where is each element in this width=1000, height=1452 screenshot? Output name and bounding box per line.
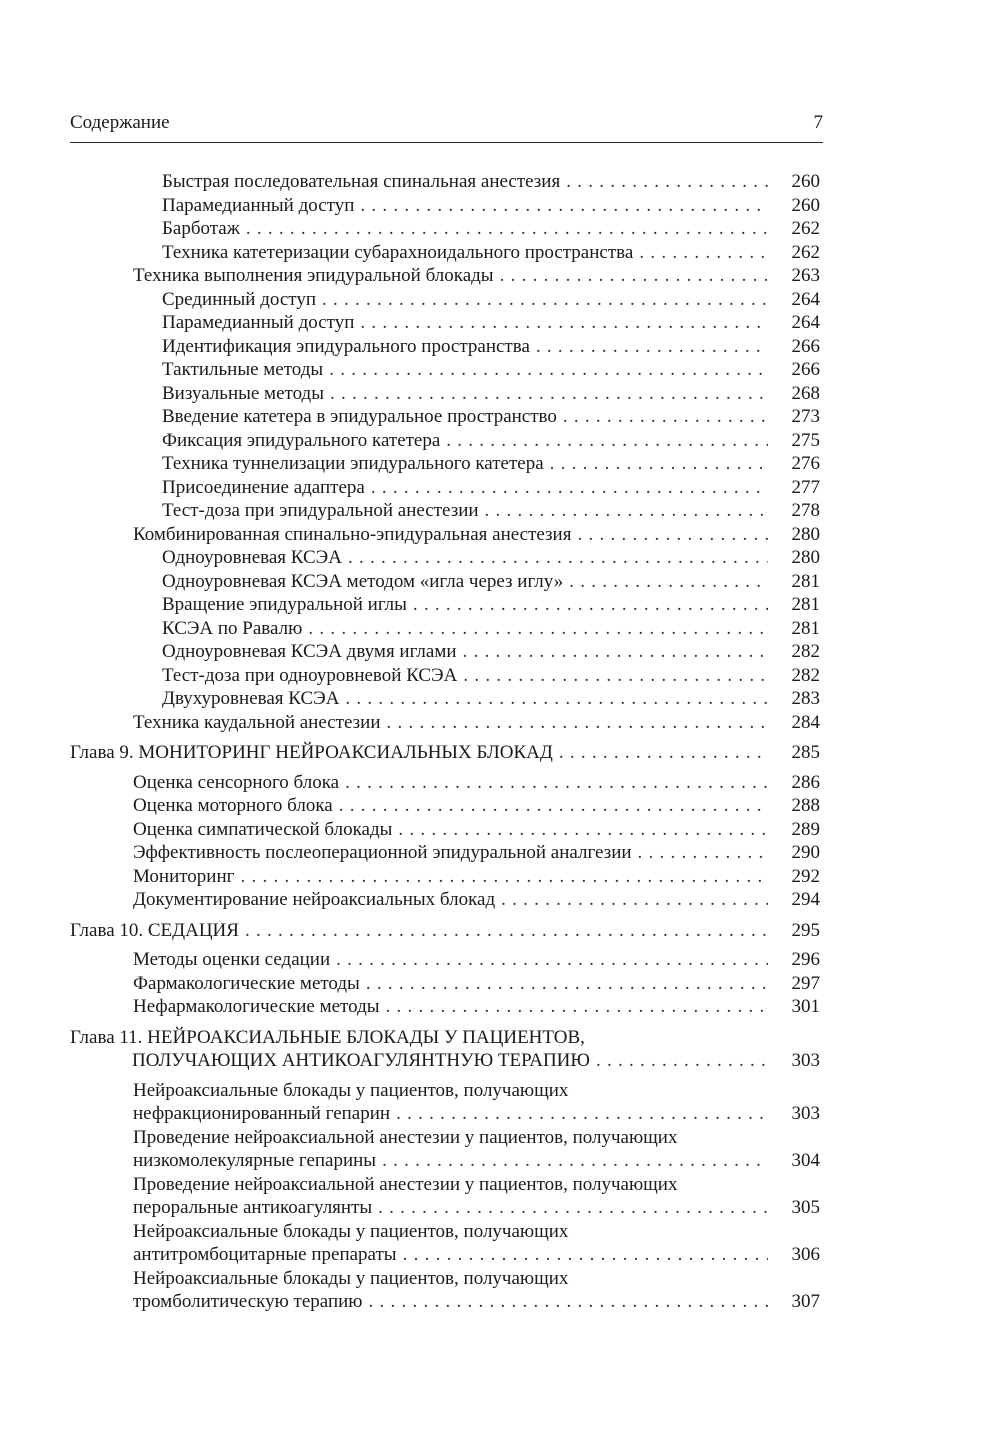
dot-leader — [566, 170, 768, 194]
toc-entry-page: 262 — [791, 241, 820, 263]
toc-entry[interactable] — [0, 1267, 1000, 1314]
toc-entry-page: 282 — [791, 664, 820, 686]
toc-entry-title: Техника туннелизации эпидурального катетера — [162, 453, 544, 474]
dot-leader — [403, 1243, 768, 1267]
dot-leader — [345, 687, 768, 711]
dot-leader — [563, 405, 768, 429]
toc-entry-title: Техника катетеризации субарахноидального пространства — [162, 241, 634, 263]
dot-leader — [639, 241, 768, 265]
toc-entry-page: 303 — [791, 1050, 820, 1071]
toc-entry[interactable] — [0, 711, 1000, 735]
dot-leader — [596, 1049, 768, 1073]
toc-chapter-entry[interactable] — [0, 919, 1000, 943]
dot-leader — [446, 429, 768, 453]
toc-entry-title: Документирование нейроаксиальных блокад — [133, 889, 496, 910]
toc-chapter-entry[interactable] — [0, 1026, 1000, 1073]
toc-entry-title-first-line: Нейроаксиальные блокады у пациентов, получающих — [133, 1079, 569, 1101]
toc-entry-page: 280 — [791, 547, 820, 568]
toc-entry-page: 276 — [791, 453, 820, 474]
toc-entry-page: 286 — [791, 771, 820, 793]
toc-entry-title: Барботаж — [162, 218, 240, 239]
dot-leader — [501, 888, 768, 912]
dot-leader — [378, 1196, 768, 1220]
toc-entry[interactable] — [0, 264, 1000, 288]
dot-leader — [322, 288, 768, 312]
toc-entry[interactable] — [0, 794, 1000, 818]
toc-entry-page: 264 — [791, 312, 820, 333]
toc-entry[interactable] — [0, 523, 1000, 547]
dot-leader — [246, 217, 768, 241]
toc-entry[interactable] — [0, 170, 1000, 194]
toc-entry-page: 282 — [791, 641, 820, 662]
dot-leader — [329, 358, 768, 382]
toc-entry[interactable] — [0, 948, 1000, 972]
toc-entry[interactable] — [0, 995, 1000, 1019]
toc-entry[interactable] — [0, 664, 1000, 688]
toc-entry-page: 260 — [791, 194, 820, 216]
toc-entry-title-first-line: Нейроаксиальные блокады у пациентов, получающих — [133, 1220, 569, 1242]
toc-entry-title: пероральные антикоагулянты — [133, 1197, 373, 1218]
toc-entry-title: Глава 10. СЕДАЦИЯ — [70, 919, 239, 941]
toc-entry-title: Глава 9. МОНИТОРИНГ НЕЙРОАКСИАЛЬНЫХ БЛОКАД — [70, 742, 553, 763]
toc-entry[interactable] — [0, 640, 1000, 664]
dot-leader — [386, 995, 769, 1019]
toc-entry-title: Вращение эпидуральной иглы — [162, 594, 407, 615]
dot-leader — [398, 818, 768, 842]
toc-entry[interactable] — [0, 841, 1000, 865]
toc-entry-title: Оценка моторного блока — [133, 795, 333, 816]
toc-entry-page: 260 — [791, 171, 820, 192]
toc-entry[interactable] — [0, 617, 1000, 641]
dot-leader — [569, 570, 768, 594]
toc-entry-page: 275 — [791, 429, 820, 451]
toc-entry[interactable] — [0, 452, 1000, 476]
toc-entry-page: 280 — [791, 523, 820, 545]
toc-entry-title: Одноуровневая КСЭА — [162, 547, 342, 568]
dot-leader — [485, 499, 768, 523]
toc-entry-title: Фармакологические методы — [133, 972, 360, 994]
toc-entry[interactable] — [0, 972, 1000, 996]
dot-leader — [368, 1290, 768, 1314]
toc-entry-page: 285 — [791, 742, 820, 763]
toc-entry-title: Парамедианный доступ — [162, 312, 355, 333]
dot-leader — [382, 1149, 768, 1173]
toc-entry[interactable] — [0, 1079, 1000, 1126]
toc-entry[interactable] — [0, 771, 1000, 795]
toc-entry[interactable] — [0, 593, 1000, 617]
dot-leader — [339, 794, 768, 818]
dot-leader — [550, 452, 768, 476]
dot-leader — [577, 523, 768, 547]
header-page-number: 7 — [813, 112, 823, 133]
toc-entry-title: Оценка симпатической блокады — [133, 818, 393, 840]
toc-entry-page: 306 — [791, 1244, 820, 1265]
toc-entry[interactable] — [0, 1220, 1000, 1267]
toc-entry-page: 266 — [791, 359, 820, 380]
toc-entry-page: 304 — [791, 1150, 820, 1171]
toc-entry[interactable] — [0, 335, 1000, 359]
toc-entry[interactable] — [0, 818, 1000, 842]
toc-entry[interactable] — [0, 546, 1000, 570]
toc-entry-page: 281 — [791, 570, 820, 592]
dot-leader — [308, 617, 768, 641]
toc-entry-title: нефракционированный гепарин — [133, 1103, 391, 1124]
dot-leader — [413, 593, 768, 617]
toc-entry-title: Введение катетера в эпидуральное пространство — [162, 406, 557, 427]
toc-entry-page: 295 — [791, 919, 820, 941]
toc-entry-page: 273 — [791, 406, 820, 427]
toc-entry-page: 268 — [791, 382, 820, 404]
dot-leader — [360, 194, 768, 218]
toc-entry-title: Техника каудальной анестезии — [133, 711, 381, 733]
toc-entry-title: Нефармакологические методы — [133, 996, 380, 1017]
dot-leader — [371, 476, 768, 500]
toc-entry-page: 294 — [791, 889, 820, 910]
toc-entry-page: 278 — [791, 500, 820, 521]
toc-entry[interactable] — [0, 499, 1000, 523]
toc-entry-page: 307 — [791, 1291, 820, 1312]
toc-entry[interactable] — [0, 382, 1000, 406]
toc-entry-page: 264 — [791, 288, 820, 310]
dot-leader — [463, 664, 768, 688]
toc-entry-page: 288 — [791, 795, 820, 816]
toc-entry-page: 283 — [791, 688, 820, 709]
toc-entry-page: 305 — [791, 1197, 820, 1218]
dot-leader — [638, 841, 768, 865]
dot-leader — [500, 264, 768, 288]
toc-entry-title: Эффективность послеоперационной эпидуральной аналгезии — [133, 842, 632, 863]
toc-entry[interactable] — [0, 311, 1000, 335]
dot-leader — [345, 771, 768, 795]
toc-entry-page: 281 — [791, 617, 820, 639]
toc-entry-title: Оценка сенсорного блока — [133, 771, 340, 793]
dot-leader — [245, 919, 768, 943]
toc-entry[interactable] — [0, 241, 1000, 265]
dot-leader — [463, 640, 768, 664]
dot-leader — [330, 382, 768, 406]
dot-leader — [559, 741, 768, 765]
toc-entry-title: Тактильные методы — [162, 359, 324, 380]
toc-entry[interactable] — [0, 217, 1000, 241]
toc-entry-title: антитромбоцитарные препараты — [133, 1244, 397, 1265]
toc-entry-title-first-line: Проведение нейроаксиальной анестезии у пациентов, получающих — [133, 1126, 678, 1148]
dot-leader — [396, 1102, 768, 1126]
toc-entry-title: Тест-доза при эпидуральной анестезии — [162, 500, 479, 521]
toc-entry[interactable] — [0, 288, 1000, 312]
toc-entry[interactable] — [0, 358, 1000, 382]
toc-entry-title: ПОЛУЧАЮЩИХ АНТИКОАГУЛЯНТНУЮ ТЕРАПИЮ — [132, 1050, 590, 1071]
toc-entry[interactable] — [0, 888, 1000, 912]
dot-leader — [387, 711, 769, 735]
toc-entry-title: Тест-доза при одноуровневой КСЭА — [162, 664, 458, 686]
dot-leader — [348, 546, 768, 570]
toc-entry-title: низкомолекулярные гепарины — [133, 1150, 377, 1171]
toc-entry-title: Одноуровневая КСЭА двумя иглами — [162, 641, 457, 662]
toc-entry-title: Одноуровневая КСЭА методом «игла через иглу» — [162, 570, 564, 592]
toc-entry[interactable] — [0, 476, 1000, 500]
toc-entry-page: 281 — [791, 594, 820, 615]
toc-entry-title: Парамедианный доступ — [162, 194, 355, 216]
toc-entry[interactable] — [0, 687, 1000, 711]
dot-leader — [336, 948, 768, 972]
toc-entry-page: 296 — [791, 949, 820, 970]
toc-entry-page: 292 — [791, 865, 820, 887]
toc-entry[interactable] — [0, 194, 1000, 218]
toc-entry-page: 301 — [791, 996, 820, 1017]
toc-entry-title: Двухуровневая КСЭА — [162, 688, 340, 709]
toc-entry-title: Визуальные методы — [162, 382, 324, 404]
toc-entry-title: Техника выполнения эпидуральной блокады — [133, 265, 494, 286]
toc-entry-page: 262 — [791, 218, 820, 239]
toc-entry-title: Мониторинг — [133, 865, 235, 887]
toc-entry-page: 297 — [791, 972, 820, 994]
toc-entry-title-first-line: Проведение нейроаксиальной анестезии у пациентов, получающих — [133, 1173, 678, 1195]
dot-leader — [240, 865, 768, 889]
toc-entry-page: 284 — [791, 711, 820, 733]
toc-entry-page: 277 — [791, 476, 820, 498]
header-title: Содержание — [70, 112, 170, 133]
toc-entry-title: КСЭА по Равалю — [162, 617, 303, 639]
toc-entry-page: 303 — [791, 1103, 820, 1124]
toc-entry-page: 263 — [791, 265, 820, 286]
toc-entry-title: Методы оценки седации — [133, 949, 331, 970]
table-of-contents — [0, 170, 1000, 1314]
toc-chapter-entry[interactable] — [0, 741, 1000, 765]
toc-entry-title: Комбинированная спинально-эпидуральная анестезия — [133, 523, 572, 545]
toc-entry[interactable] — [0, 570, 1000, 594]
toc-entry-page: 290 — [791, 842, 820, 863]
toc-entry[interactable] — [0, 1126, 1000, 1173]
toc-entry[interactable] — [0, 429, 1000, 453]
toc-entry-title-first-line: Глава 11. НЕЙРОАКСИАЛЬНЫЕ БЛОКАДЫ У ПАЦИЕНТОВ, — [70, 1026, 585, 1048]
dot-leader — [360, 311, 768, 335]
toc-entry[interactable] — [0, 865, 1000, 889]
toc-entry[interactable] — [0, 1173, 1000, 1220]
toc-entry-title: Быстрая последовательная спинальная анестезия — [162, 171, 561, 192]
toc-entry-page: 289 — [791, 818, 820, 840]
toc-entry-title-first-line: Нейроаксиальные блокады у пациентов, получающих — [133, 1267, 569, 1289]
dot-leader — [366, 972, 768, 996]
toc-entry-title: Присоединение адаптера — [162, 476, 365, 498]
toc-entry-page: 266 — [791, 335, 820, 357]
toc-entry[interactable] — [0, 405, 1000, 429]
toc-entry-title: Срединный доступ — [162, 288, 317, 310]
running-header — [70, 112, 823, 143]
toc-entry-title: тромболитическую терапию — [133, 1291, 363, 1312]
dot-leader — [536, 335, 768, 359]
toc-entry-title: Идентификация эпидурального пространства — [162, 335, 530, 357]
toc-entry-title: Фиксация эпидурального катетера — [162, 429, 441, 451]
